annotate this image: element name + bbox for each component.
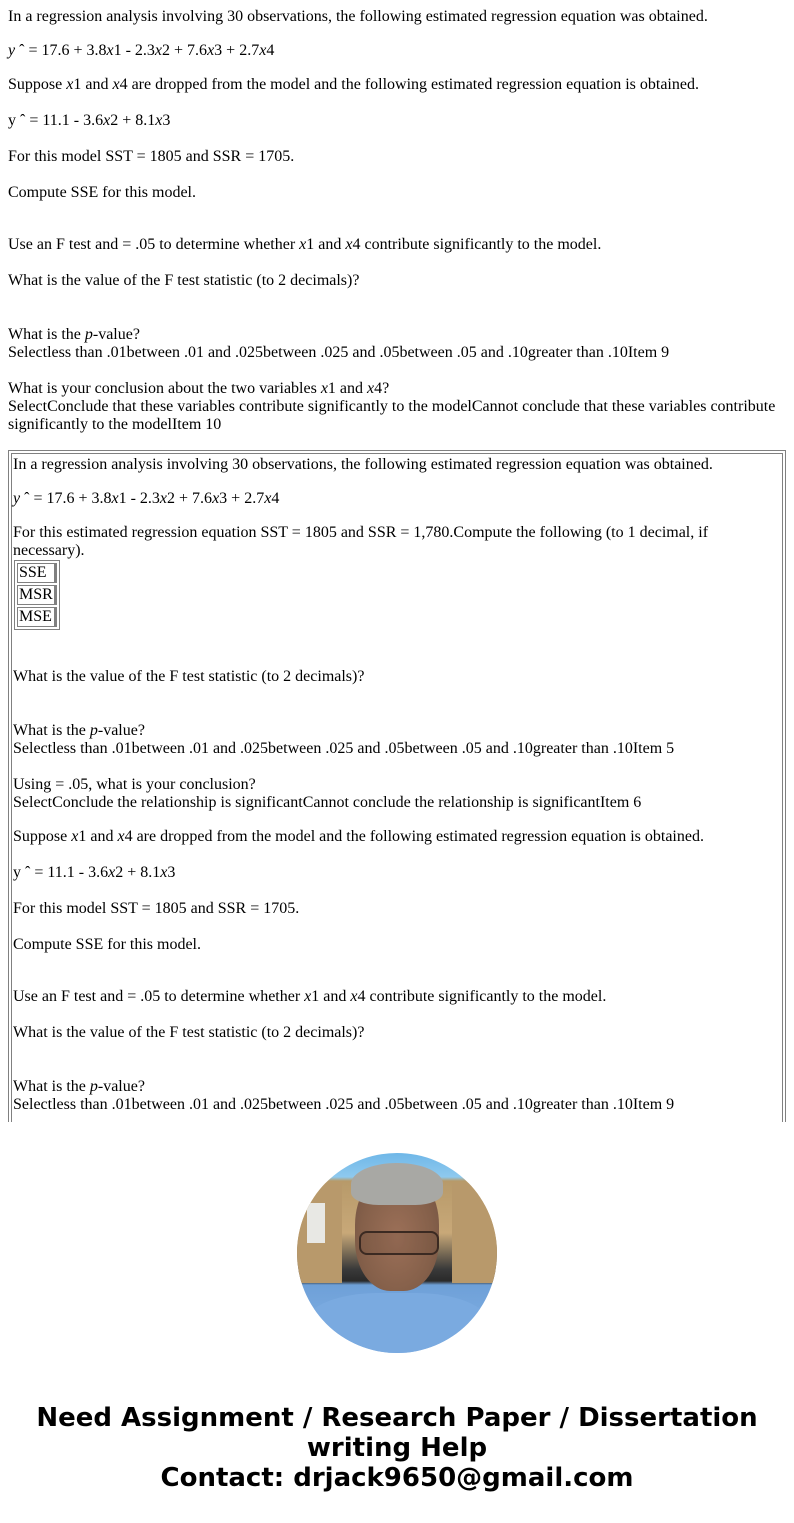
boxed-f-test-instruction: Use an F test and = .05 to determine whether x1 and x4 contribute significantly to the model. <box>13 988 607 1005</box>
boxed-question-container <box>8 450 786 1122</box>
boxed-dropped-variables-text: Suppose x1 and x4 are dropped from the model and the following estimated regression equation is obtained. <box>13 828 704 845</box>
gray-hair <box>351 1163 443 1205</box>
banner-line-2: writing Help <box>306 1433 488 1463</box>
boxed-sst-ssr-text: For this model SST = 1805 and SSR = 1705. <box>13 900 300 917</box>
conclusion-question: What is your conclusion about the two variables x1 and x4? <box>8 380 390 397</box>
glasses-icon <box>359 1231 439 1255</box>
f-stat-question: What is the value of the F test statistic (to 2 decimals)? <box>8 272 360 289</box>
blue-shirt <box>307 1293 487 1353</box>
boxed-relationship-select-item6[interactable]: SelectConclude the relationship is significantCannot conclude the relationship is significantItem 6 <box>13 794 642 811</box>
wall-switch <box>307 1203 325 1243</box>
sse-msr-mse-table <box>14 560 60 630</box>
boxed-using-alpha-question: Using = .05, what is your conclusion? <box>13 776 256 793</box>
boxed-f-stat-question: What is the value of the F test statistic (to 2 decimals)? <box>13 668 365 685</box>
boxed-compute-sse-text: Compute SSE for this model. <box>13 936 201 953</box>
outer-table-cell <box>11 453 783 1122</box>
reduced-regression-equation: y ˆ = 11.1 - 3.6x2 + 8.1x3 <box>8 112 171 129</box>
sse-input[interactable] <box>55 563 57 583</box>
mse-input[interactable] <box>55 607 57 627</box>
boxed-intro-text: In a regression analysis involving 30 observations, the following estimated regression equation was obtained. <box>13 456 713 473</box>
sst-ssr-text: For this model SST = 1805 and SSR = 1705. <box>8 148 295 165</box>
conclusion-select[interactable]: SelectConclude that these variables contribute significantly to the modelCannot conclude that these variables contribute significantly to the modelItem 10 <box>8 398 776 433</box>
boxed-pvalue-question: What is the p-value? <box>13 722 145 739</box>
banner-line-1: Need Assignment / Research Paper / Dissertation <box>36 1403 758 1433</box>
boxed-pvalue-select-item9[interactable]: Selectless than .01between .01 and .025between .025 and .05between .05 and .10greater than .10Item 9 <box>13 1096 675 1113</box>
msr-input[interactable] <box>55 585 57 605</box>
msr-label: MSR <box>17 585 55 605</box>
boxed-f-stat-question-2: What is the value of the F test statistic (to 2 decimals)? <box>13 1024 365 1041</box>
pvalue-select[interactable]: Selectless than .01between .01 and .025between .025 and .05between .05 and .10greater than .10Item 9 <box>8 344 670 361</box>
boxed-reduced-regression-equation: y ˆ = 11.1 - 3.6x2 + 8.1x3 <box>13 864 176 881</box>
pvalue-question: What is the p-value? <box>8 326 140 343</box>
boxed-full-regression-equation: y ˆ = 17.6 + 3.8x1 - 2.3x2 + 7.6x3 + 2.7x4 <box>13 490 280 507</box>
banner-contact-email: Contact: drjack9650@gmail.com <box>160 1463 634 1493</box>
compute-sse-text: Compute SSE for this model. <box>8 184 196 201</box>
sse-label: SSE <box>17 563 55 583</box>
dropped-variables-text: Suppose x1 and x4 are dropped from the model and the following estimated regression equation is obtained. <box>8 76 699 93</box>
tutor-avatar-photo <box>297 1153 497 1353</box>
boxed-pvalue-select-item5[interactable]: Selectless than .01between .01 and .025between .025 and .05between .05 and .10greater than .10Item 5 <box>13 740 675 757</box>
outer-table-border <box>8 450 786 1122</box>
f-test-instruction: Use an F test and = .05 to determine whether x1 and x4 contribute significantly to the model. <box>8 236 602 253</box>
contact-banner <box>0 1403 794 1493</box>
full-regression-equation: y ˆ = 17.6 + 3.8x1 - 2.3x2 + 7.6x3 + 2.7x4 <box>8 42 275 59</box>
boxed-pvalue-question-2: What is the p-value? <box>13 1078 145 1095</box>
mse-label: MSE <box>17 607 55 627</box>
intro-text: In a regression analysis involving 30 observations, the following estimated regression equation was obtained. <box>8 8 708 25</box>
boxed-sst-ssr-compute-text: For this estimated regression equation SST = 1805 and SSR = 1,780.Compute the following (to 1 decimal, if necessary). <box>13 524 709 559</box>
background-panel-right <box>452 1183 497 1283</box>
